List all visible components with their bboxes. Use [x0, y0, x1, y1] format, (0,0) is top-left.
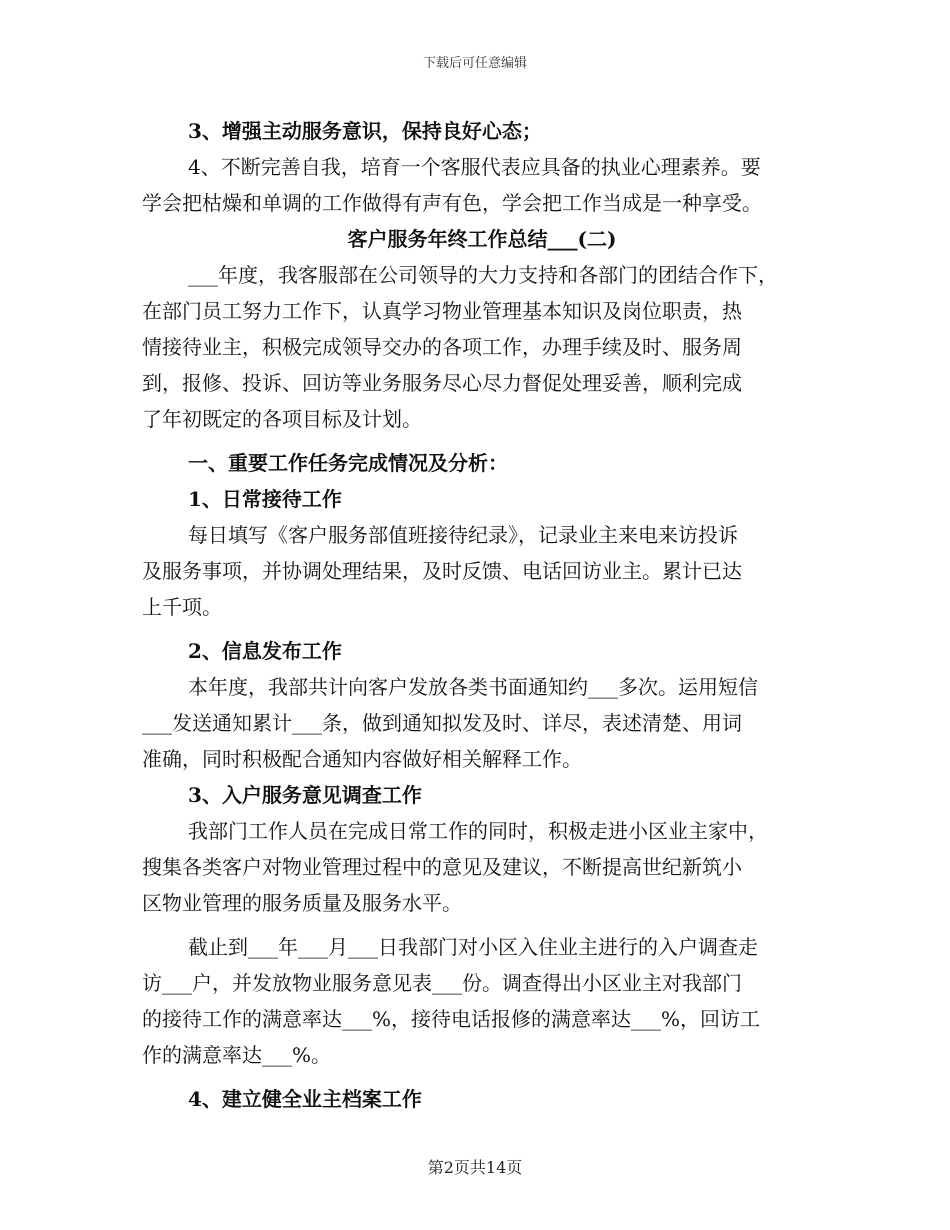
survey-result-line-3: 的接待工作的满意率达___%，接待电话报修的满意率达___%，回访工 [142, 1007, 761, 1031]
daily-reception-line-2: 及服务事项，并协调处理结果，及时反馈、电话回访业主。累计已达 [142, 559, 742, 583]
intro-line-2: 在部门员工努力工作下，认真学习物业管理基本知识及岗位职责，热 [142, 299, 742, 323]
information-release-line-3: 准确，同时积极配合通知内容做好相关解释工作。 [142, 747, 582, 771]
daily-reception-line-3: 上千项。 [142, 595, 222, 619]
heading-information-release: 2、信息发布工作 [188, 639, 342, 663]
heading-survey: 3、入户服务意见调查工作 [188, 783, 422, 807]
page-number: 第2页共14页 [427, 1158, 523, 1177]
heading-daily-reception: 1、日常接待工作 [188, 487, 342, 511]
survey-result-line-4: 作的满意率达___%。 [142, 1043, 332, 1067]
survey-result-line-1: 截止到___年___月___日我部门对小区入住业主进行的入户调查走 [188, 935, 758, 959]
heading-owner-archive: 4、建立健全业主档案工作 [188, 1087, 422, 1111]
document-body [142, 113, 822, 1117]
information-release-line-2: ___发送通知累计___条，做到通知拟发及时、详尽，表述清楚、用词 [142, 711, 742, 735]
heading-major-tasks: 一、重要工作任务完成情况及分析： [188, 451, 508, 475]
list-item-4-line-1: 4、不断完善自我，培育一个客服代表应具备的执业心理素养。要 [188, 155, 761, 179]
survey-result-line-2: 访___户，并发放物业服务意见表___份。调查得出小区业主对我部门 [142, 971, 742, 995]
information-release-line-1: 本年度，我部共计向客户发放各类书面通知约___多次。运用短信 [188, 675, 758, 699]
daily-reception-line-1: 每日填写《客户服务部值班接待纪录》，记录业主来电来访投诉 [188, 523, 738, 547]
intro-line-3: 情接待业主，积极完成领导交办的各项工作，办理手续及时、服务周 [142, 335, 742, 359]
survey-line-2: 搜集各类客户对物业管理过程中的意见及建议，不断提高世纪新筑小 [142, 855, 742, 879]
list-item-4-line-2: 学会把枯燥和单调的工作做得有声有色，学会把工作当成是一种享受。 [142, 191, 762, 215]
survey-line-3: 区物业管理的服务质量及服务水平。 [142, 891, 462, 915]
intro-line-4: 到，报修、投诉、回访等业务服务尽心尽力督促处理妥善，顺利完成 [142, 371, 742, 395]
survey-line-1: 我部门工作人员在完成日常工作的同时，积极走进小区业主家中， [188, 819, 768, 843]
header-note: 下载后可任意编辑 [422, 56, 527, 71]
intro-line-5: 了年初既定的各项目标及计划。 [142, 407, 422, 431]
intro-line-1: ___年度，我客服部在公司领导的大力支持和各部门的团结合作下， [188, 263, 778, 287]
section-title: 客户服务年终工作总结___(二) [347, 227, 617, 251]
list-item-3: 3、增强主动服务意识，保持良好心态； [188, 119, 542, 143]
